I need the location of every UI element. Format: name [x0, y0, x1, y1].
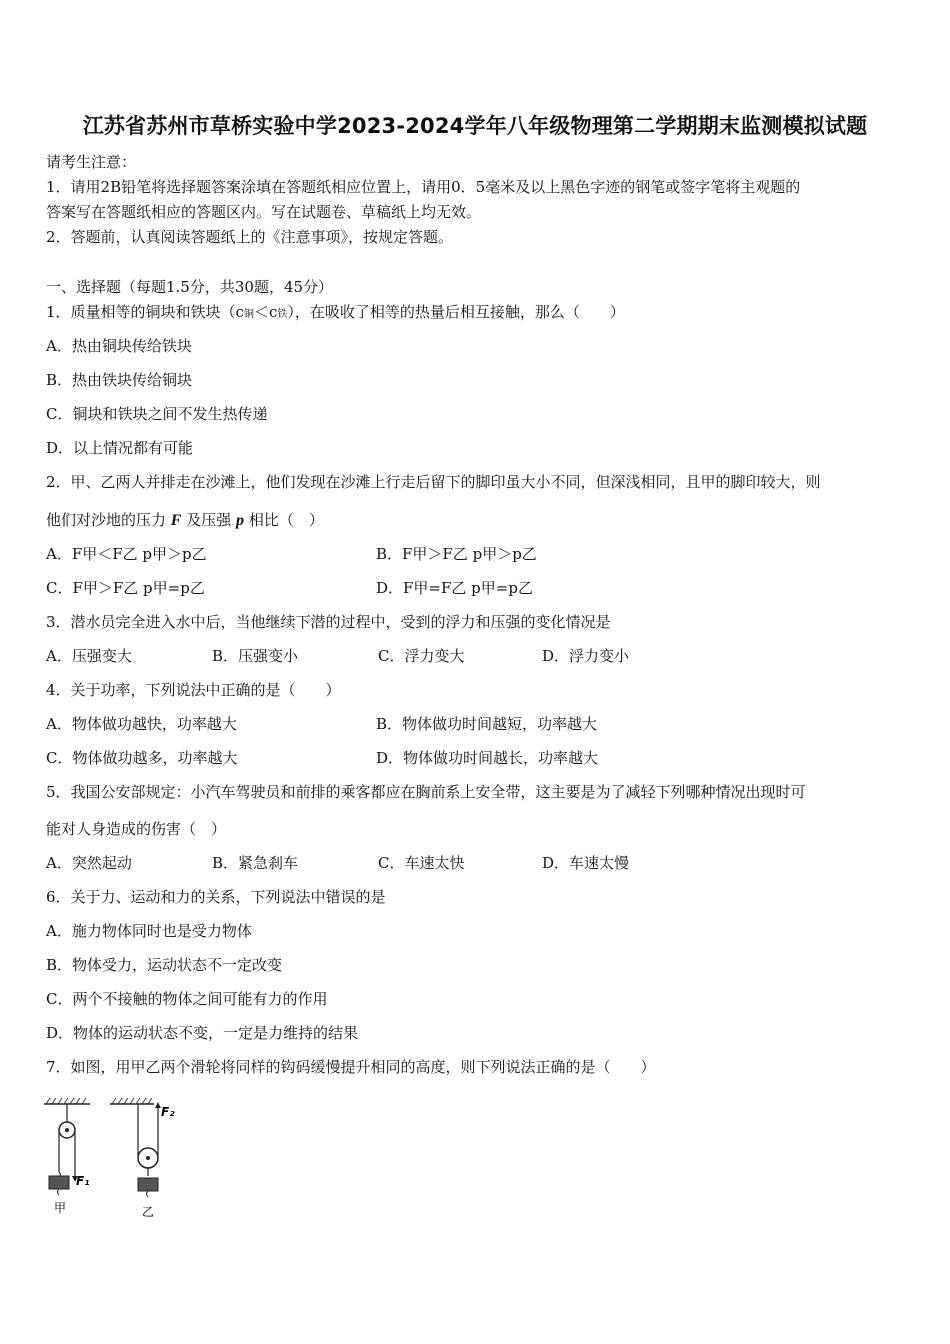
q4-option-d: D．物体做功时间越长，功率越大: [376, 749, 599, 767]
q2-option-c: C．F甲＞F乙 p甲=p乙: [46, 579, 205, 597]
question-2-line-1: 2．甲、乙两人并排走在沙滩上，他们发现在沙滩上行走后留下的脚印虽大小不同，但深浅相同，且甲的脚印较大，则: [46, 473, 821, 491]
force-label-f1: F₁: [76, 1174, 90, 1188]
notice-line-2: 答案写在答题纸相应的答题区内。写在试题卷、草稿纸上均无效。: [46, 203, 482, 221]
q1-option-a: A．热由铜块传给铁块: [46, 337, 192, 355]
question-7-stem: 7．如图，用甲乙两个滑轮将同样的钩码缓慢提升相同的高度，则下列说法正确的是（ ）: [46, 1058, 656, 1076]
question-1-stem: 1．质量相等的铜块和铁块（c铜＜c铁），在吸收了相等的热量后相互接触，那么（ ）: [46, 303, 625, 321]
q1-option-c: C．铜块和铁块之间不发生热传递: [46, 405, 268, 423]
section-heading: 一、选择题（每题1.5分，共30题，45分）: [46, 278, 334, 296]
notice-heading: 请考生注意：: [46, 153, 137, 171]
q5-option-a: A．突然起动: [46, 854, 132, 872]
q3-option-d: D．浮力变小: [542, 647, 630, 665]
q5-option-d: D．车速太慢: [542, 854, 630, 872]
q3-option-c: C．浮力变大: [378, 647, 465, 665]
q1-option-d: D．以上情况都有可能: [46, 439, 194, 457]
q5-option-c: C．车速太快: [378, 854, 465, 872]
question-6-stem: 6．关于力、运动和力的关系，下列说法中错误的是: [46, 888, 386, 906]
q2-option-b: B．F甲＞F乙 p甲＞p乙: [376, 545, 537, 563]
q3-option-b: B．压强变小: [212, 647, 299, 665]
q5-option-b: B．紧急刹车: [212, 854, 299, 872]
q4-option-b: B．物体做功时间越短，功率越大: [376, 715, 598, 733]
notice-line-1: 1．请用2B铅笔将选择题答案涂填在答题纸相应位置上，请用0．5毫米及以上黑色字迹的钢笔或签字笔将主观题的: [46, 178, 801, 196]
page-title: 江苏省苏州市草桥实验中学2023-2024学年八年级物理第二学期期末监测模拟试题: [82, 114, 868, 138]
question-2-line-2: 他们对沙地的压力 F 及压强 p 相比（ ）: [46, 511, 324, 529]
q4-option-c: C．物体做功越多，功率越大: [46, 749, 238, 767]
q4-option-a: A．物体做功越快，功率越大: [46, 715, 237, 733]
figure-label-jia: 甲: [54, 1201, 67, 1215]
figure-label-yi: 乙: [142, 1205, 155, 1219]
question-5-line-1: 5．我国公安部规定：小汽车驾驶员和前排的乘客都应在胸前系上安全带，这主要是为了减轻下列哪种情况出现时可: [46, 783, 806, 801]
q6-option-a: A．施力物体同时也是受力物体: [46, 922, 252, 940]
force-label-f2: F₂: [161, 1105, 175, 1119]
question-4-stem: 4．关于功率，下列说法中正确的是（ ）: [46, 681, 341, 699]
question-5-line-2: 能对人身造成的伤害（ ）: [46, 820, 227, 838]
q6-option-c: C．两个不接触的物体之间可能有力的作用: [46, 990, 328, 1008]
q1-option-b: B．热由铁块传给铜块: [46, 371, 193, 389]
movable-pulley-figure: [110, 1098, 161, 1197]
question-3-stem: 3．潜水员完全进入水中后，当他继续下潜的过程中，受到的浮力和压强的变化情况是: [46, 613, 611, 631]
q6-option-d: D．物体的运动状态不变，一定是力维持的结果: [46, 1024, 359, 1042]
notice-line-3: 2．答题前，认真阅读答题纸上的《注意事项》，按规定答题。: [46, 228, 454, 246]
q6-option-b: B．物体受力，运动状态不一定改变: [46, 956, 283, 974]
q2-option-d: D．F甲=F乙 p甲=p乙: [376, 579, 533, 597]
q3-option-a: A．压强变大: [46, 647, 132, 665]
q2-option-a: A．F甲＜F乙 p甲＞p乙: [46, 545, 207, 563]
pulley-diagram: [40, 1092, 200, 1222]
